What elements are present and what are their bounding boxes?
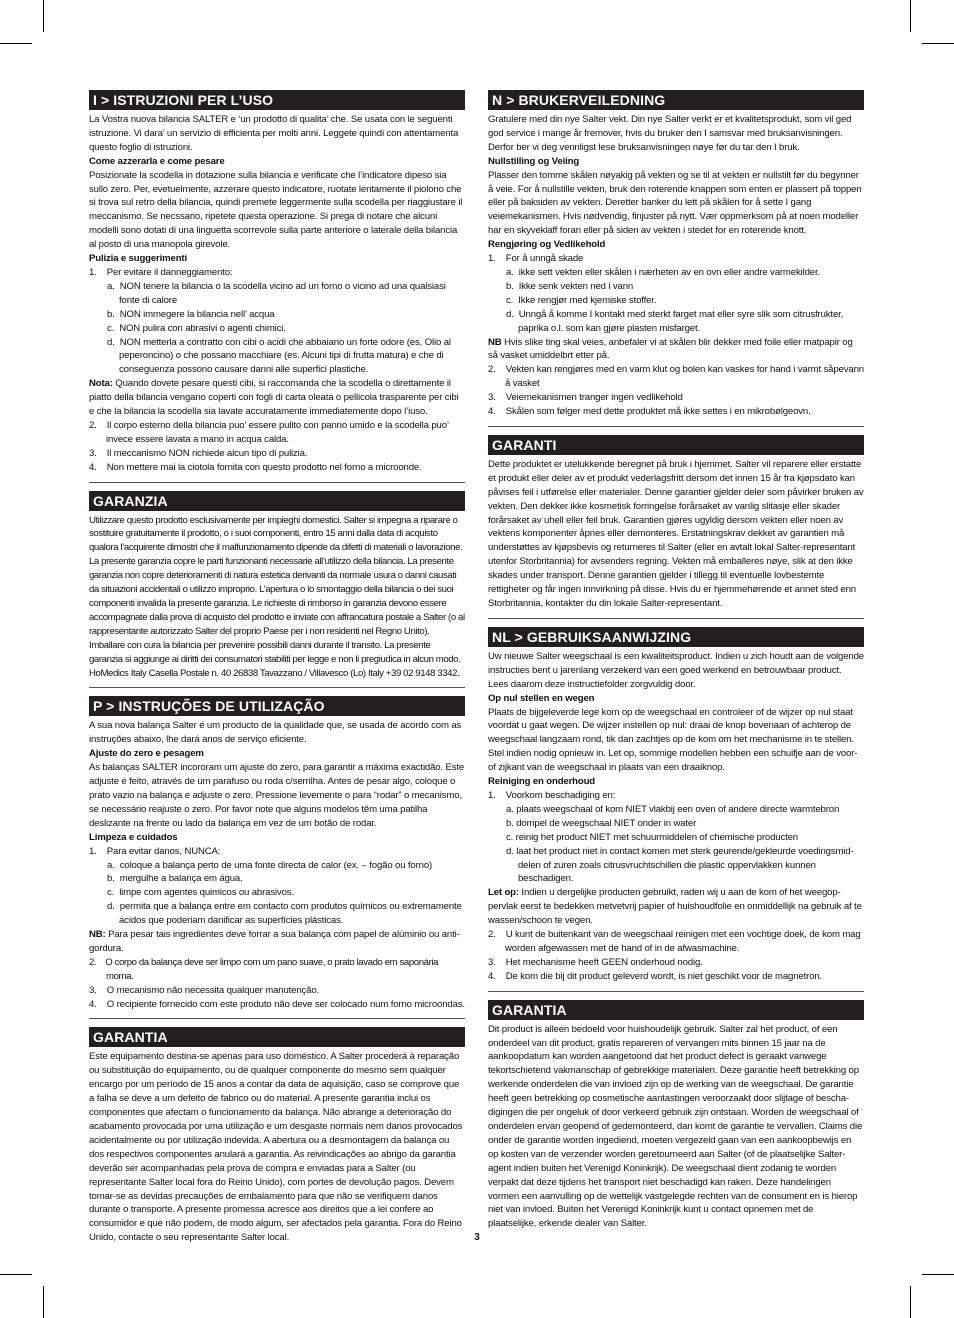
divider [89,687,465,688]
dutch-instructions-section [488,627,864,984]
subheading: Nullstilling og Veiing [488,155,580,167]
dutch-warranty-section [488,1000,864,1232]
sub-list-item: d. NON metterla a contratto con cibi o acidi che abbaiano un forte odore (es. Olio al peperoncino) o che possano macchiare (es. Alcuni tipi di frutta matura) e che di conseguenza possono causare danni alle superfici plastiche. [107,336,451,376]
subheading: Op nul stellen en wegen [488,692,595,704]
list-item: 3. O mecanismo não necessita qualquer manutenção. [89,984,320,996]
warranty-paragraph: Este equipamento destina-se apenas para uso doméstico. A Salter procederá à reparação ou substituição do equipamento, ou de qualquer componente do mesmo sem qualquer encargo por um período de 15 anos a contar da data de aquisição, caso se comprove que a falha se deve a um defeito de fabrico ou do material. A presente garantia inclui os componentes que afectam o funcionamento da balança. Não abrange a deterioração do acabamento provocada por uma utilização e um desgaste normais nem danos provocados acidentalmente ou por utilização indevida. A abertura ou a desmontagem da balança ou dos respectivos componentes anulará a garantia. As reivindicações ao abrigo da garantia deverão ser acompanhadas pela prova de compra e enviadas para a Salter (ou representante Salter local fora do Reino Unido), com portes de devolução pagos. Devem tomar-se as devidas precauções de embalamento para que não se verifiquem danos durante o transporte. A presente promessa acresce aos direitos que a lei confere ao consumidor e que não podem, de modo algum, ser afectados pela garantia. Fora do Reino Unido, contacte o seu representante Salter local. [89,1051,463,1244]
zero-paragraph: Plasser den tomme skålen nøyakig på vekten og se til at vekten er nullstilt før du begynner å veie. For å nullstille vekten, bruk den roterende knappen som enten er plassert på toppen eller på baksiden av vekten. Deretter banker du lett på skålen for å sette I gang veiemekanismen. Hvis nødvendig, finjuster på nytt. Vær oppmerksom på at noen modeller har en skyveklaff foran eller på siden av vekten i stedet for en roterende knott. [488,169,862,237]
note-text: Indien u dergelijke producten gebruikt, raden wij u aan de kom of het weegop-pervlak eerst te bedekken metvetvrij papier of huishoudfolie en onmiddellijk na gebruik af te wassen/schoon te vegen. [488,887,862,927]
note-paragraph [488,336,864,364]
note-label: Nota: [89,378,113,390]
crop-mark [922,1274,954,1275]
list-item: 2. Il corpo esterno della bilancia puo’ essere pulito con panno umido e la scodella puo’ invece essere lavata a mano in acqua calda. [89,419,449,445]
subheading: Come azzerarla e come pesare [89,155,225,167]
left-column [89,90,465,1251]
list-item: 2. U kunt de buitenkant van de weegschaal reinigen met een vochtige doek, de kom mag worden afgewassen met de hand of in de afwasmachine. [488,929,861,954]
list-item: 1. Voorkom beschadiging en: [488,789,616,801]
crop-mark [910,1286,911,1318]
sub-list-item: d. Unngå å komme I kontakt med sterkt farget mat eller syre slik som citrusfrukter, paprika o.l. som kan gjøre plasten misfarget. [506,308,844,334]
note-text: Para pesar tais ingredientes deve forrar a sua balança com papel de alúminio ou anti-gordura. [89,929,460,954]
sub-list-item: c. NON pulira con abrasivi o agenti chimici. [107,322,286,334]
warranty-paragraph: Dit product is alleen bedoeld voor huishoudelijk gebruik. Salter zal het product, of een onderdeel van dit product, gratis repareren of vervangen mits binnen 15 jaar na de aankoopdatum kan worden aangetoond dat het product defect is geraakt vanwege tekortschietend vakmanschap of gebrekkige materialen. Deze garantie heeft betrekking op werkende onderdelen die van invloed zijn op de werking van de weegschaal. De garantie heeft geen betrekking op cosmetische aantastingen veroorzaakt door slijtage of bescha-digingen die per ongeluk of door verkeerd gebruik zijn ontstaan. Worden de weegschaal of onderdelen ervan geopend of gedemonteerd, dan komt de garantie te vervallen. Claims die onder de garantie worden ingediend, moeten vergezeld gaan van een aankoopbewijs en op kosten van de verzender worden geretourneerd aan Salter (of de plaatselijke Salter-agent indien buiten het Verenigd Koninkrijk). De weegschaal dient zodanig te worden verpakt dat deze tijdens het transport niet beschadigd kan raken. Deze handelingen vormen een aanvulling op de wettelijk vastgelegde rechten van de consument en is hierop niet van invloed. Buiten het Verenigd Koninkrijk kunt u contact opnemen met de plaatselijke, erkende dealer van Salter. [488,1023,863,1230]
divider [488,618,864,619]
sub-list-item: a. NON tenere la bilancia o la scodella vicino ad un forno o vicino ad una qualsiasi fonte di calore [107,280,446,306]
list-item: 3. Veiemekanismen tranger ingen vedlikehold [488,392,683,404]
sub-list-item: a. coloque a balança perto de uma fonte directa de calor (ex. – fogão ou forno) [107,859,433,871]
list-item: 4. Non mettere mai la ciotola fornita con questo prodotto nel forno a microonde. [89,461,422,473]
crop-mark [0,43,32,44]
sub-list-item: c. Ikke rengjør med kjemiske stoffer. [506,294,657,306]
list-item: 1. Para evitar danos, NUNCA: [89,845,221,857]
list-item: 2. O corpo da balança deve ser limpo com um pano suave, o prato lavado em saponária morna. [89,956,439,982]
section-header: I > ISTRUZIONI PER L’USO [89,90,465,110]
note-label: NB [488,336,502,348]
note-label: Let op: [488,887,519,899]
list-item: 4. Skålen som følger med dette produktet må ikke settes i en mikrobølgeovn. [488,406,811,418]
zero-paragraph: As balanças SALTER incororam um ajuste do zero, para garantir a máxima exactidão. Este adjuste é feito, através de um parafuso ou roda c/serrilha. Antes de pesar algo, coloque o prato vazio na balança e adjuste o zero. Pressione levemente o para “rodar” o mecanismo, se necessário reajuste o zero. Por favor note que alguns modelos têm uma patilha deslizante na frente ou lado da balança em vez de um botão de rodar. [89,762,465,829]
note-text: Hvis slike ting skal veies, anbefaler vi at skålen blir dekker med foile eller matpapir og så vasket umiddelbrt etter på. [488,336,853,362]
subheading: Ajuste do zero e pesagem [89,748,204,760]
note-text: Quando dovete pesare questi cibi, si raccomanda che la scodella o direttamente il piatto della bilancia vengano coperti con fogli di carta oleata o pellicola trasparente per cibi e che la bilancia la scodella sia lavate accuratamente immediatemente dopo l’iuso. [89,378,459,418]
sub-list-item: b. dompel de weegschaal NIET onder in water [506,817,697,829]
section-header: GARANTI [488,435,864,455]
subheading: Reiniging en onderhoud [488,776,596,788]
zero-paragraph: Plaats de bijgeleverde lege kom op de weegschaal en controleer of de wijzer op nul staat voordat u gaat wegen. De wijzer instellen op nul: draai de knop bovenaan of achterop de weegschaal langzaam rond, tik dan zachtjes op de kom om het mechanisme in te stellen. Stel indien nodig opnieuw in. Let op, sommige modellen hebben een schuifje aan de voor- of zijkant van de weegschaal in plaats van een draaiknop. [488,706,858,774]
list-item: 4. De kom die bij dit product geleverd wordt, is niet geschikt voor de magnetron. [488,970,823,982]
sub-list-item: d. laat het product niet in contact komen met sterk geurende/gekleurde voedingsmid-delen of zuren zoals citrusvruchtschillen die plastic oppervlakken kunnen beschadigen. [506,845,854,885]
list-item: 1. For å unngå skade [488,253,584,265]
portuguese-warranty-section [89,1027,465,1245]
list-item: 2. Vekten kan rengjøres med en varm klut og bolen kan vaskes for hand i varmt såpevann å vasket [488,364,864,390]
divider [488,426,864,427]
section-header: N > BRUKERVEILEDNING [488,90,864,110]
note-label: NB: [89,929,106,941]
zero-paragraph: Posizionate la scodella in dotazione sulla bilancia e verificate che l’indicatore dipeso sia sullo zero. Per, evetuelmente, azzerare questo indicatore, ruotate lentamente il piolono che si trova sul retro della bilancia, quindi premete leggermente sulla scodella per riaggiustare il meccanismo. Se necssario, ripetete questa operazione. Si prega di notare che alcuni modelli sono dotati di una linguetta scorrevole sulla parte anteriore o laterale della bilancia al posto di una manopola girevole. [89,169,463,251]
sub-list-item: c. reinig het product NIET met schuurmiddelen of chemische producten [506,831,798,843]
sub-list-item: b. mergulhe a balança em água. [107,873,243,885]
subheading: Pulizia e suggerimenti [89,253,187,265]
crop-mark [922,43,954,44]
intro-paragraph: La Vostra nuova bilancia SALTER e ‘un prodotto di qualita’ che. Se usata con le seguenti istruzione. Vi dara’ un servizio di efficienta per molti anni. Leggete quindi con attentamenta questo foglio di istruzioni. [89,114,459,153]
intro-paragraph: Uw nieuwe Salter weegschaal is een kwaliteitsproduct. Indien u zich houdt aan de volgende instructies bent u jarenlang verzekerd van een goed werkend en betrouwbaar product. Lees daarom deze instructiefolder zorgvuldig door. [488,650,864,690]
subheading: Limpeza e cuidados [89,831,178,843]
warranty-paragraph: Dette produktet er utelukkende beregnet på bruk i hjemmet. Salter vil reparere eller erstatte et produkt eller deler av et produkt vederlagsfritt dersom det innen 15 år fra kjøpsdato kan påvises feil i utførelse eller materialer. Denne garantier gjelder deler som påvirker bruken av vekten. Den dekker ikke kosmetisk forringelse forårsaket av vanlig slitasje eller skader forårsaket av uhell eller feil bruk. Garantien gjøres ugyldig dersom vekten eller noen av vektens komponenter åpnes eller demonteres. Erstatningskrav dekket av garantien må understøttes av kjøpsbevis og returneres til Salter (eller en avtalt lokal Salter-representant utenfor Storbritannia) for avsenders regning. Vekten må emballeres nøye, slik at den ikke skades under transport. Denne garantien gjelder i tillegg til eventuelle lovbestemte rettigheter og får ingen innvirkning på disse. Hvis du er hjemmehørende et annet sted enn Storbritannia, kontakter du din lokale Salter-representant. [488,458,864,609]
crop-mark [43,0,44,32]
page-number: 3 [474,1232,480,1243]
section-header: GARANTIA [488,1000,864,1020]
right-column [488,90,864,1237]
intro-paragraph: A sua nova balança Salter é um producto de la qualidade que, se usada de acordo com as instruções abaixo, lhe dará anos de serviço eficiente. [89,720,462,746]
italian-instructions-section [89,90,465,475]
sub-list-item: c. limpe com agentes quimicos ou abrasivos. [107,887,294,899]
norwegian-warranty-section [488,435,864,611]
italian-warranty-section [89,491,465,681]
sub-list-item: a. plaats weegschaal of kom NIET vlakbij een oven of andere directe warmtebron [506,803,840,815]
divider [89,1018,465,1019]
list-item: 3. Het mechanisme heeft GEEN onderhoud nodig. [488,956,703,968]
crop-mark [43,1286,44,1318]
note-paragraph [89,377,465,419]
list-item: 3. Il meccanismo NON richiede alcun tipo di pulizia. [89,447,308,459]
sub-list-item: a. ikke sett vekten eller skålen i nærheten av en ovn eller andre varmekilder. [506,266,820,278]
subheading: Rengjøring og Vedlikehold [488,239,606,251]
portuguese-instructions-section [89,696,465,1011]
section-header: P > INSTRUÇÕES DE UTILIZAÇÃO [89,696,465,716]
note-paragraph [488,886,864,928]
note-paragraph [89,928,465,956]
section-header: GARANTIA [89,1027,465,1047]
section-header: NL > GEBRUIKSAANWIJZING [488,627,864,647]
list-item: 4. O recipiente fornecido com este produto não deve ser colocado num forno microondas. [89,998,465,1010]
intro-paragraph: Gratulere med din nye Salter vekt. Din nye Salter verkt er et kvalitetsprodukt, som vil ged god service i mange år fremover, hvis du bruker den I samsvar med bruksanvisningen. Derfor ber vi deg vennligst lese bruksanvisningen nøye før du tar den I bruk. [488,114,852,153]
sub-list-item: b. NON immegere la bilancia nell’ acqua [107,308,275,320]
divider [488,991,864,992]
crop-mark [910,0,911,32]
list-item: 1. Per evitare il danneggiamento: [89,266,233,278]
warranty-paragraph: Utilizzare questo prodotto esclusivamente per impieghi domestici. Salter si impegna a riparare o sostituire gratuitamente il prodotto, o i suoi componenti, entro 15 anni dalla data di acquisto qualora l’acquirente dimostri che il malfunzionamento dipende da difetti di materiali o lavorazione. La presente garanzia copre le parti funzionanti necessarie all’utilizzo della bilancia. La presente garanzia non copre deterioramenti di natura estetica derivanti da normale usura o danni causati da situazioni accidentali o utilizzo improprio. L’apertura o lo smontaggio della bilancia o dei suoi componenti invalida la presente garanzia. Le richieste di rimborso in garanzia devono essere accompagnate dalla prova di acquisto del prodotto e inviate con affrancatura postale a Salter (o al rappresentante autorizzato Salter del proprio Paese per i non residenti nel Regno Unito). Imballare con cura la bilancia per prevenire possibili danni durante il transito. La presente garanzia si aggiunge ai diritti dei consumatori stabiliti per legge e non li pregiudica in alcun modo. HoMedics Italy Casella Postale n. 40 26838 Tavazzano / Villavesco (Lo) Italy +39 02 9148 3342. [89,514,465,679]
section-header: GARANZIA [89,491,465,511]
sub-list-item: b. Ikke senk vekten ned i vann [506,280,634,292]
crop-mark [0,1274,32,1275]
divider [89,482,465,483]
norwegian-instructions-section [488,90,864,419]
sub-list-item: d. permita que a balança entre em contacto com produtos químicos ou extremamente ácidos que poderiam danificar as superfícies plásticas. [107,901,462,927]
